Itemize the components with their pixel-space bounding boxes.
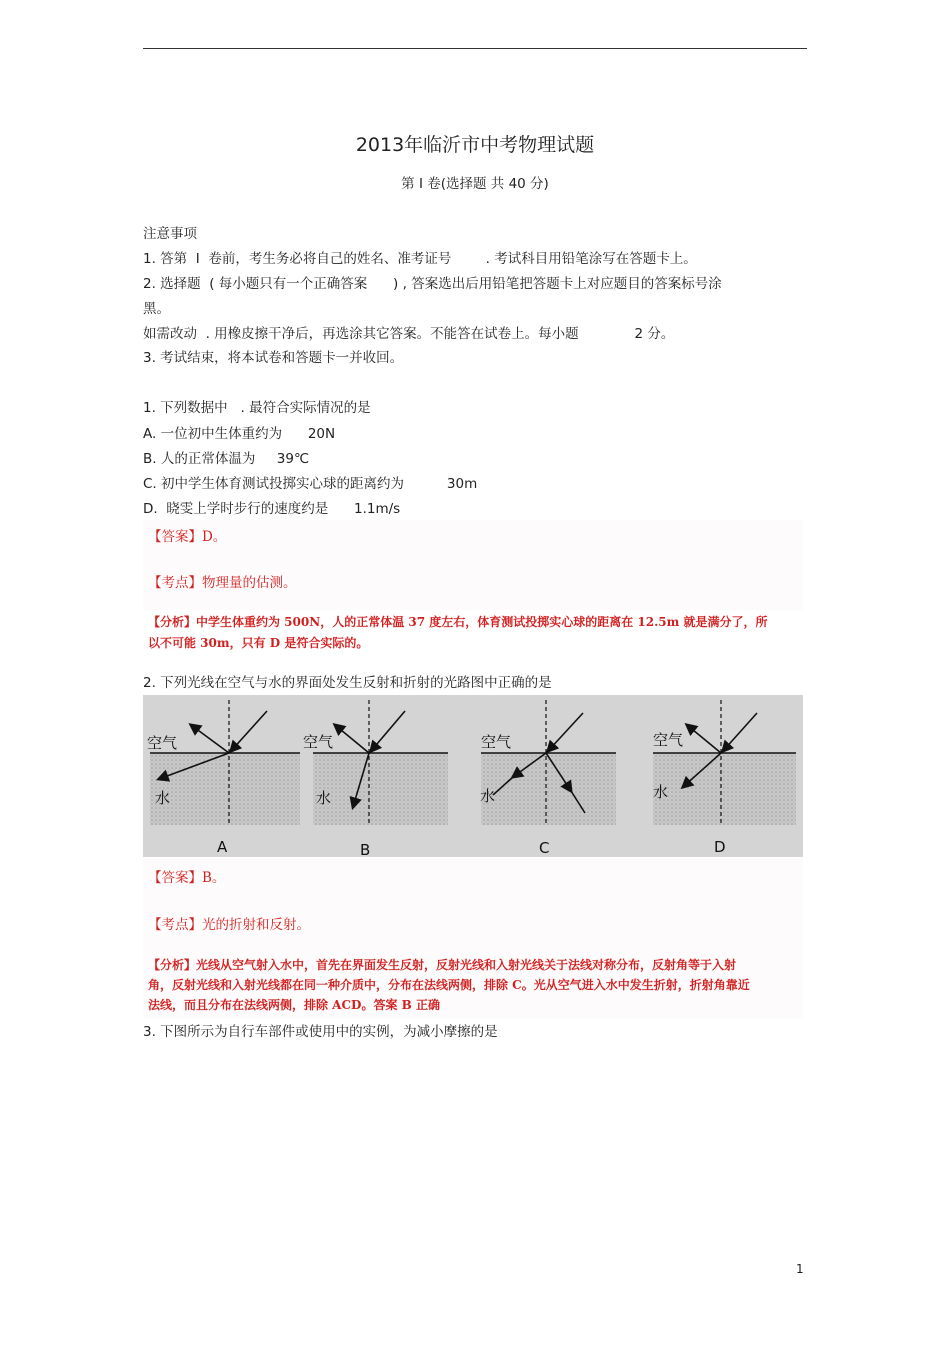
q2-point: 【考点】光的折射和反射。: [148, 917, 310, 933]
question-3: 3. 下图所示为自行车部件或使用中的实例，为减小摩擦的是: [143, 1024, 498, 1040]
air-label: 空气: [303, 733, 334, 751]
header-rule: [143, 48, 807, 49]
q1-option-a: A. 一位初中生体重约为 20N: [143, 426, 336, 442]
q2-analysis-line: 法线，而且分布在法线两侧，排除 ACD。答案 B 正确: [148, 998, 440, 1012]
page-number: 1: [796, 1262, 804, 1276]
air-label: 空气: [653, 731, 684, 749]
panel-label: D: [714, 838, 726, 856]
q1-option-c: C. 初中学生体育测试投掷实心球的距离约为 30m: [143, 476, 478, 492]
notice-heading: 注意事项: [143, 226, 197, 242]
q1-point: 【考点】物理量的估测。: [148, 575, 297, 591]
panel-label: C: [539, 839, 550, 857]
water-label: 水: [653, 783, 669, 801]
notice-item: 黑。: [143, 301, 170, 317]
q2-analysis-line: 【分析】光线从空气射入水中，首先在界面发生反射，反射光线和入射光线关于法线对称分布，反射角等于入射: [148, 958, 737, 972]
question-2: 2. 下列光线在空气与水的界面处发生反射和折射的光路图中正确的是: [143, 675, 552, 691]
question-1: 1. 下列数据中 . 最符合实际情况的是: [143, 400, 371, 416]
panel-label: B: [360, 841, 371, 857]
water-label: 水: [316, 789, 332, 807]
notice-item: 1. 答第 Ⅰ 卷前，考生务必将自己的姓名、准考证号 . 考试科目用铅笔涂写在答题卡上。: [143, 251, 697, 267]
q1-option-b: B. 人的正常体温为 39℃: [143, 451, 310, 467]
q1-analysis-line: 以不可能 30m，只有 D 是符合实际的。: [148, 636, 369, 650]
air-label: 空气: [481, 733, 512, 751]
air-label: 空气: [147, 734, 178, 752]
notice-item: 2. 选择题 ( 每小题只有一个正确答案 ) , 答案选出后用铅笔把答题卡上对应题目的答案标号涂: [143, 276, 722, 292]
q1-analysis-line: 【分析】中学生体重约为 500N，人的正常体温 37 度左右，体育测试投掷实心球的距离在 12.5m 就是满分了，所: [148, 615, 768, 629]
water-label: 水: [480, 787, 496, 805]
water-label: 水: [155, 789, 171, 807]
q2-answer: 【答案】B。: [148, 870, 226, 886]
q2-analysis-line: 角，反射光线和入射光线都在同一种介质中，分布在法线两侧，排除 C。光从空气进入水中发生折射，折射角靠近: [148, 978, 750, 992]
notice-item: 3. 考试结束，将本试卷和答题卡一并收回。: [143, 350, 404, 366]
q1-answer: 【答案】D。: [148, 529, 227, 545]
scan-background: [143, 520, 803, 610]
light-path-figure: [143, 695, 803, 857]
section-subtitle: 第 Ⅰ 卷(选择题 共 40 分): [401, 176, 549, 192]
q1-option-d: D. 晓雯上学时步行的速度约是 1.1m/s: [143, 501, 401, 517]
panel-label: A: [217, 838, 228, 856]
page-title: 2013年临沂市中考物理试题: [355, 134, 595, 156]
notice-item: 如需改动 . 用橡皮擦干净后，再选涂其它答案。不能答在试卷上。每小题 2 分。: [143, 326, 675, 342]
